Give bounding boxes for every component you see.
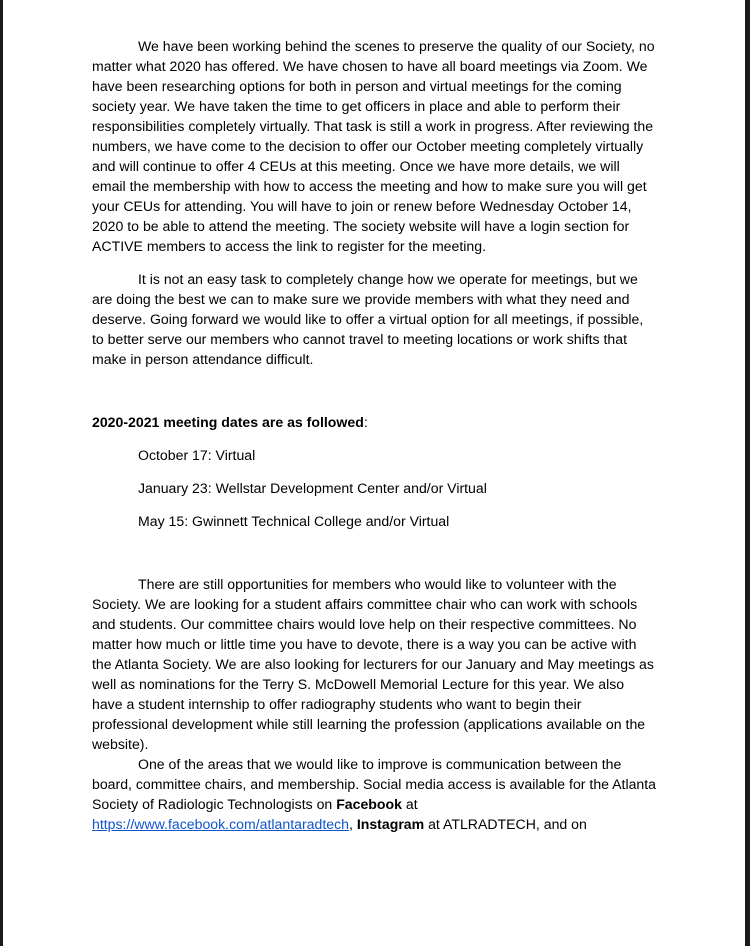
facebook-link[interactable]: https://www.facebook.com/atlantaradtech [92,816,349,832]
document-page [3,0,745,946]
meeting-dates-heading [92,412,657,432]
meeting-date-may: May 15: Gwinnett Technical College and/or Virtual [138,513,450,529]
meeting-dates-list [92,445,657,531]
communication-text-3: , [348,816,357,832]
instagram-label: Instagram [356,816,425,832]
paragraph-communication [92,754,657,834]
communication-text-2: at [401,796,418,812]
meeting-dates-heading-colon: : [363,414,368,430]
communication-text-1: One of the areas that we would like to improve is communication between the board, committee chairs, and membership. Social media access is available for the Atlanta Society of Radiologic Technologists on [92,756,657,812]
meeting-dates-heading-text: 2020-2021 meeting dates are as followed [92,414,364,430]
meeting-date-january: January 23: Wellstar Development Center and/or Virtual [138,480,487,496]
paragraph-volunteer: There are still opportunities for members who would like to volunteer with the Society. We are looking for a student affairs committee chair who can work with schools and students. Our committee chairs would love help on their respective committees. No matter how much or little time you have to devote, there is a way you can be active with the Atlanta Society. We are also looking for lecturers for our January and May meetings as well as nominations for the Terry S. McDowell Memorial Lecture for this year. We also have a student internship to offer radiography students who want to begin their professional development while still learning the profession (applications available on the website). [92,576,654,752]
meeting-date-october: October 17: Virtual [138,447,256,463]
paragraph-board-meetings: We have been working behind the scenes to preserve the quality of our Society, no matter what 2020 has offered. We have chosen to have all board meetings via Zoom. We have been researching options for both in person and virtual meetings for the coming society year. We have taken the time to get officers in place and able to perform their responsibilities completely virtually. That task is still a work in progress. After reviewing the numbers, we have come to the decision to offer our October meeting completely virtually and will continue to offer 4 CEUs at this meeting. Once we have more details, we will email the membership with how to access the meeting and how to make sure you will get your CEUs for attending. You will have to join or renew before Wednesday October 14, 2020 to be able to attend the meeting. The society website will have a login section for ACTIVE members to access the link to register for the meeting. [92,38,655,254]
facebook-label: Facebook [336,796,402,812]
paragraph-virtual-option: It is not an easy task to completely change how we operate for meetings, but we are doing the best we can to make sure we provide members with what they need and deserve. Going forward we would like to offer a virtual option for all meetings, if possible, to better serve our members who cannot travel to meeting locations or work shifts that make in person attendance difficult. [92,271,644,367]
communication-text-4: at ATLRADTECH, and on [424,816,587,832]
